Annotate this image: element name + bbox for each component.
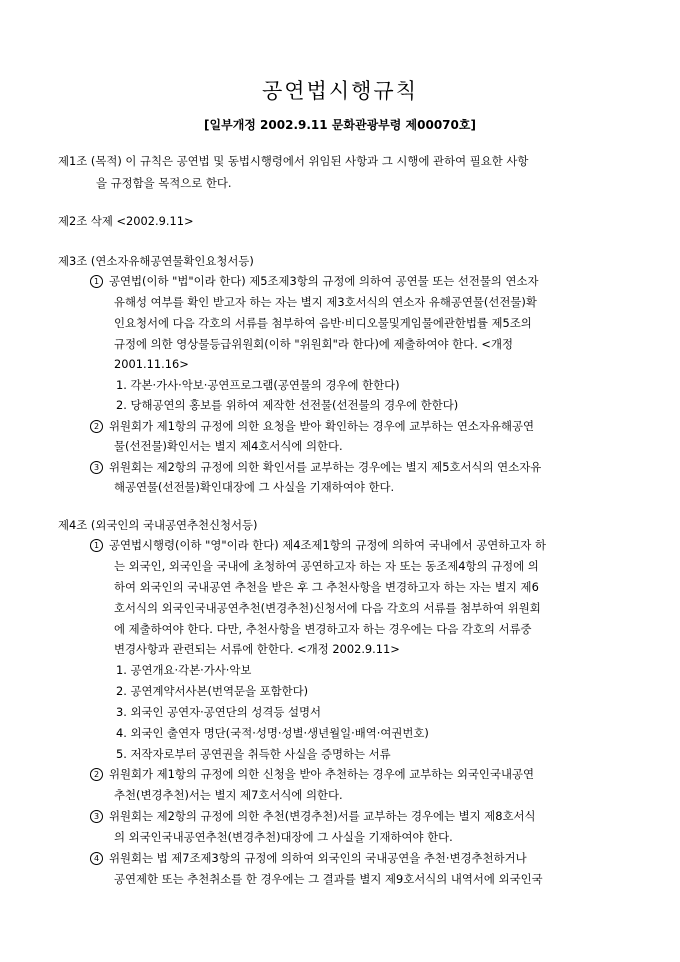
list-item: 4. 외국인 출연자 명단(국적·성명·성별·생년월일·배역·여권번호) <box>116 726 429 740</box>
list-item: 2. 당해공연의 홍보를 위하여 제작한 선전물(선전물의 경우에 한한다) <box>116 398 459 412</box>
article-2-line: 제2조 삭제 <2002.9.11> <box>58 214 194 228</box>
paragraph-line: 인요청서에 다음 각호의 서류를 첨부하여 음반·비디오물및게임물에관한법률 제5조의 <box>114 316 532 330</box>
paragraph-line: 해공연물(선전물)확인대장에 그 사실을 기재하여야 한다. <box>114 480 395 494</box>
document-subtitle: [일부개정 2002.9.11 문화관광부령 제00070호] <box>204 118 476 132</box>
paragraph-line: 의 외국인국내공연추천(변경추천)대장에 그 사실을 기재하여야 한다. <box>114 830 453 844</box>
paragraph-number-marker: 3 <box>90 461 103 474</box>
paragraph-line: 규정에 의한 영상물등급위원회(이하 "위원회"라 한다)에 제출하여야 한다. <개정 <box>114 337 513 351</box>
paragraph-number-marker: 1 <box>90 539 103 552</box>
article-1-line: 제1조 (목적) 이 규칙은 공연법 및 동법시행령에서 위임된 사항과 그 시행에 관하여 필요한 사항 <box>58 154 529 168</box>
paragraph-line: 2 위원회가 제1항의 규정에 의한 신청을 받아 추천하는 경우에 교부하는 외국인국내공연 <box>90 766 534 782</box>
paragraph-line: 4 위원회는 법 제7조제3항의 규정에 의하여 외국인의 국내공연을 추천·변경추천하거나 <box>90 850 527 866</box>
article-3-heading: 제3조 (연소자유해공연물확인요청서등) <box>58 254 254 268</box>
paragraph-line: 변경사항과 관련되는 서류에 한한다. <개정 2002.9.11> <box>114 642 400 656</box>
paragraph-line: 2 위원회가 제1항의 규정에 의한 요청을 받아 확인하는 경우에 교부하는 연소자유해공연 <box>90 418 534 434</box>
document-title: 공연법시행규칙 <box>261 79 418 103</box>
paragraph-line: 는 외국인, 외국인을 국내에 초청하여 공연하고자 하는 자 또는 동조제4항의 규정에 의 <box>114 559 539 573</box>
paragraph-line: 유해성 여부를 확인 받고자 하는 자는 별지 제3호서식의 연소자 유해공연물(선전물)확 <box>114 295 537 309</box>
paragraph-line: 1 공연법(이하 "법"이라 한다) 제5조제3항의 규정에 의하여 공연물 또는 선전물의 연소자 <box>90 273 539 289</box>
list-item: 3. 외국인 공연자·공연단의 성격등 설명서 <box>116 705 322 719</box>
paragraph-line: 추천(변경추천)서는 별지 제7호서식에 의한다. <box>114 788 343 802</box>
list-item: 5. 저작자로부터 공연권을 취득한 사실을 증명하는 서류 <box>116 747 391 761</box>
paragraph-line: 3 위원회는 제2항의 규정에 의한 추천(변경추천)서를 교부하는 경우에는 별지 제8호서식 <box>90 808 535 824</box>
paragraph-line: 하여 외국인의 국내공연 추천을 받은 후 그 추천사항을 변경하고자 하는 자는 별지 제6 <box>114 580 539 594</box>
paragraph-line: 공연제한 또는 추천취소를 한 경우에는 그 결과를 별지 제9호서식의 내역서에 외국인국 <box>114 872 543 886</box>
paragraph-line: 3 위원회는 제2항의 규정에 의한 확인서를 교부하는 경우에는 별지 제5호서식의 연소자유 <box>90 459 541 475</box>
paragraph-number-marker: 4 <box>90 852 103 865</box>
list-item: 2. 공연계약서사본(번역문을 포함한다) <box>116 684 309 698</box>
list-item: 1. 각본·가사·악보·공연프로그램(공연물의 경우에 한한다) <box>116 378 400 392</box>
paragraph-line: 호서식의 외국인국내공연추천(변경추천)신청서에 다음 각호의 서류를 첨부하여 위원회 <box>114 601 541 615</box>
paragraph-number-marker: 2 <box>90 420 103 433</box>
paragraph-number-marker: 3 <box>90 810 103 823</box>
list-item: 1. 공연개요·각본·가사·악보 <box>116 663 252 677</box>
paragraph-number-marker: 2 <box>90 768 103 781</box>
article-1-line: 을 규정함을 목적으로 한다. <box>96 176 232 190</box>
paragraph-line: 물(선전물)확인서는 별지 제4호서식에 의한다. <box>114 439 343 453</box>
paragraph-line: 에 제출하여야 한다. 다만, 추천사항을 변경하고자 하는 경우에는 다음 각호의 서류중 <box>114 622 532 636</box>
paragraph-line: 1 공연법시행령(이하 "영"이라 한다) 제4조제1항의 규정에 의하여 국내에서 공연하고자 하 <box>90 537 546 553</box>
article-4-heading: 제4조 (외국인의 국내공연추천신청서등) <box>58 518 258 532</box>
paragraph-line: 2001.11.16> <box>114 357 189 371</box>
paragraph-number-marker: 1 <box>90 275 103 288</box>
